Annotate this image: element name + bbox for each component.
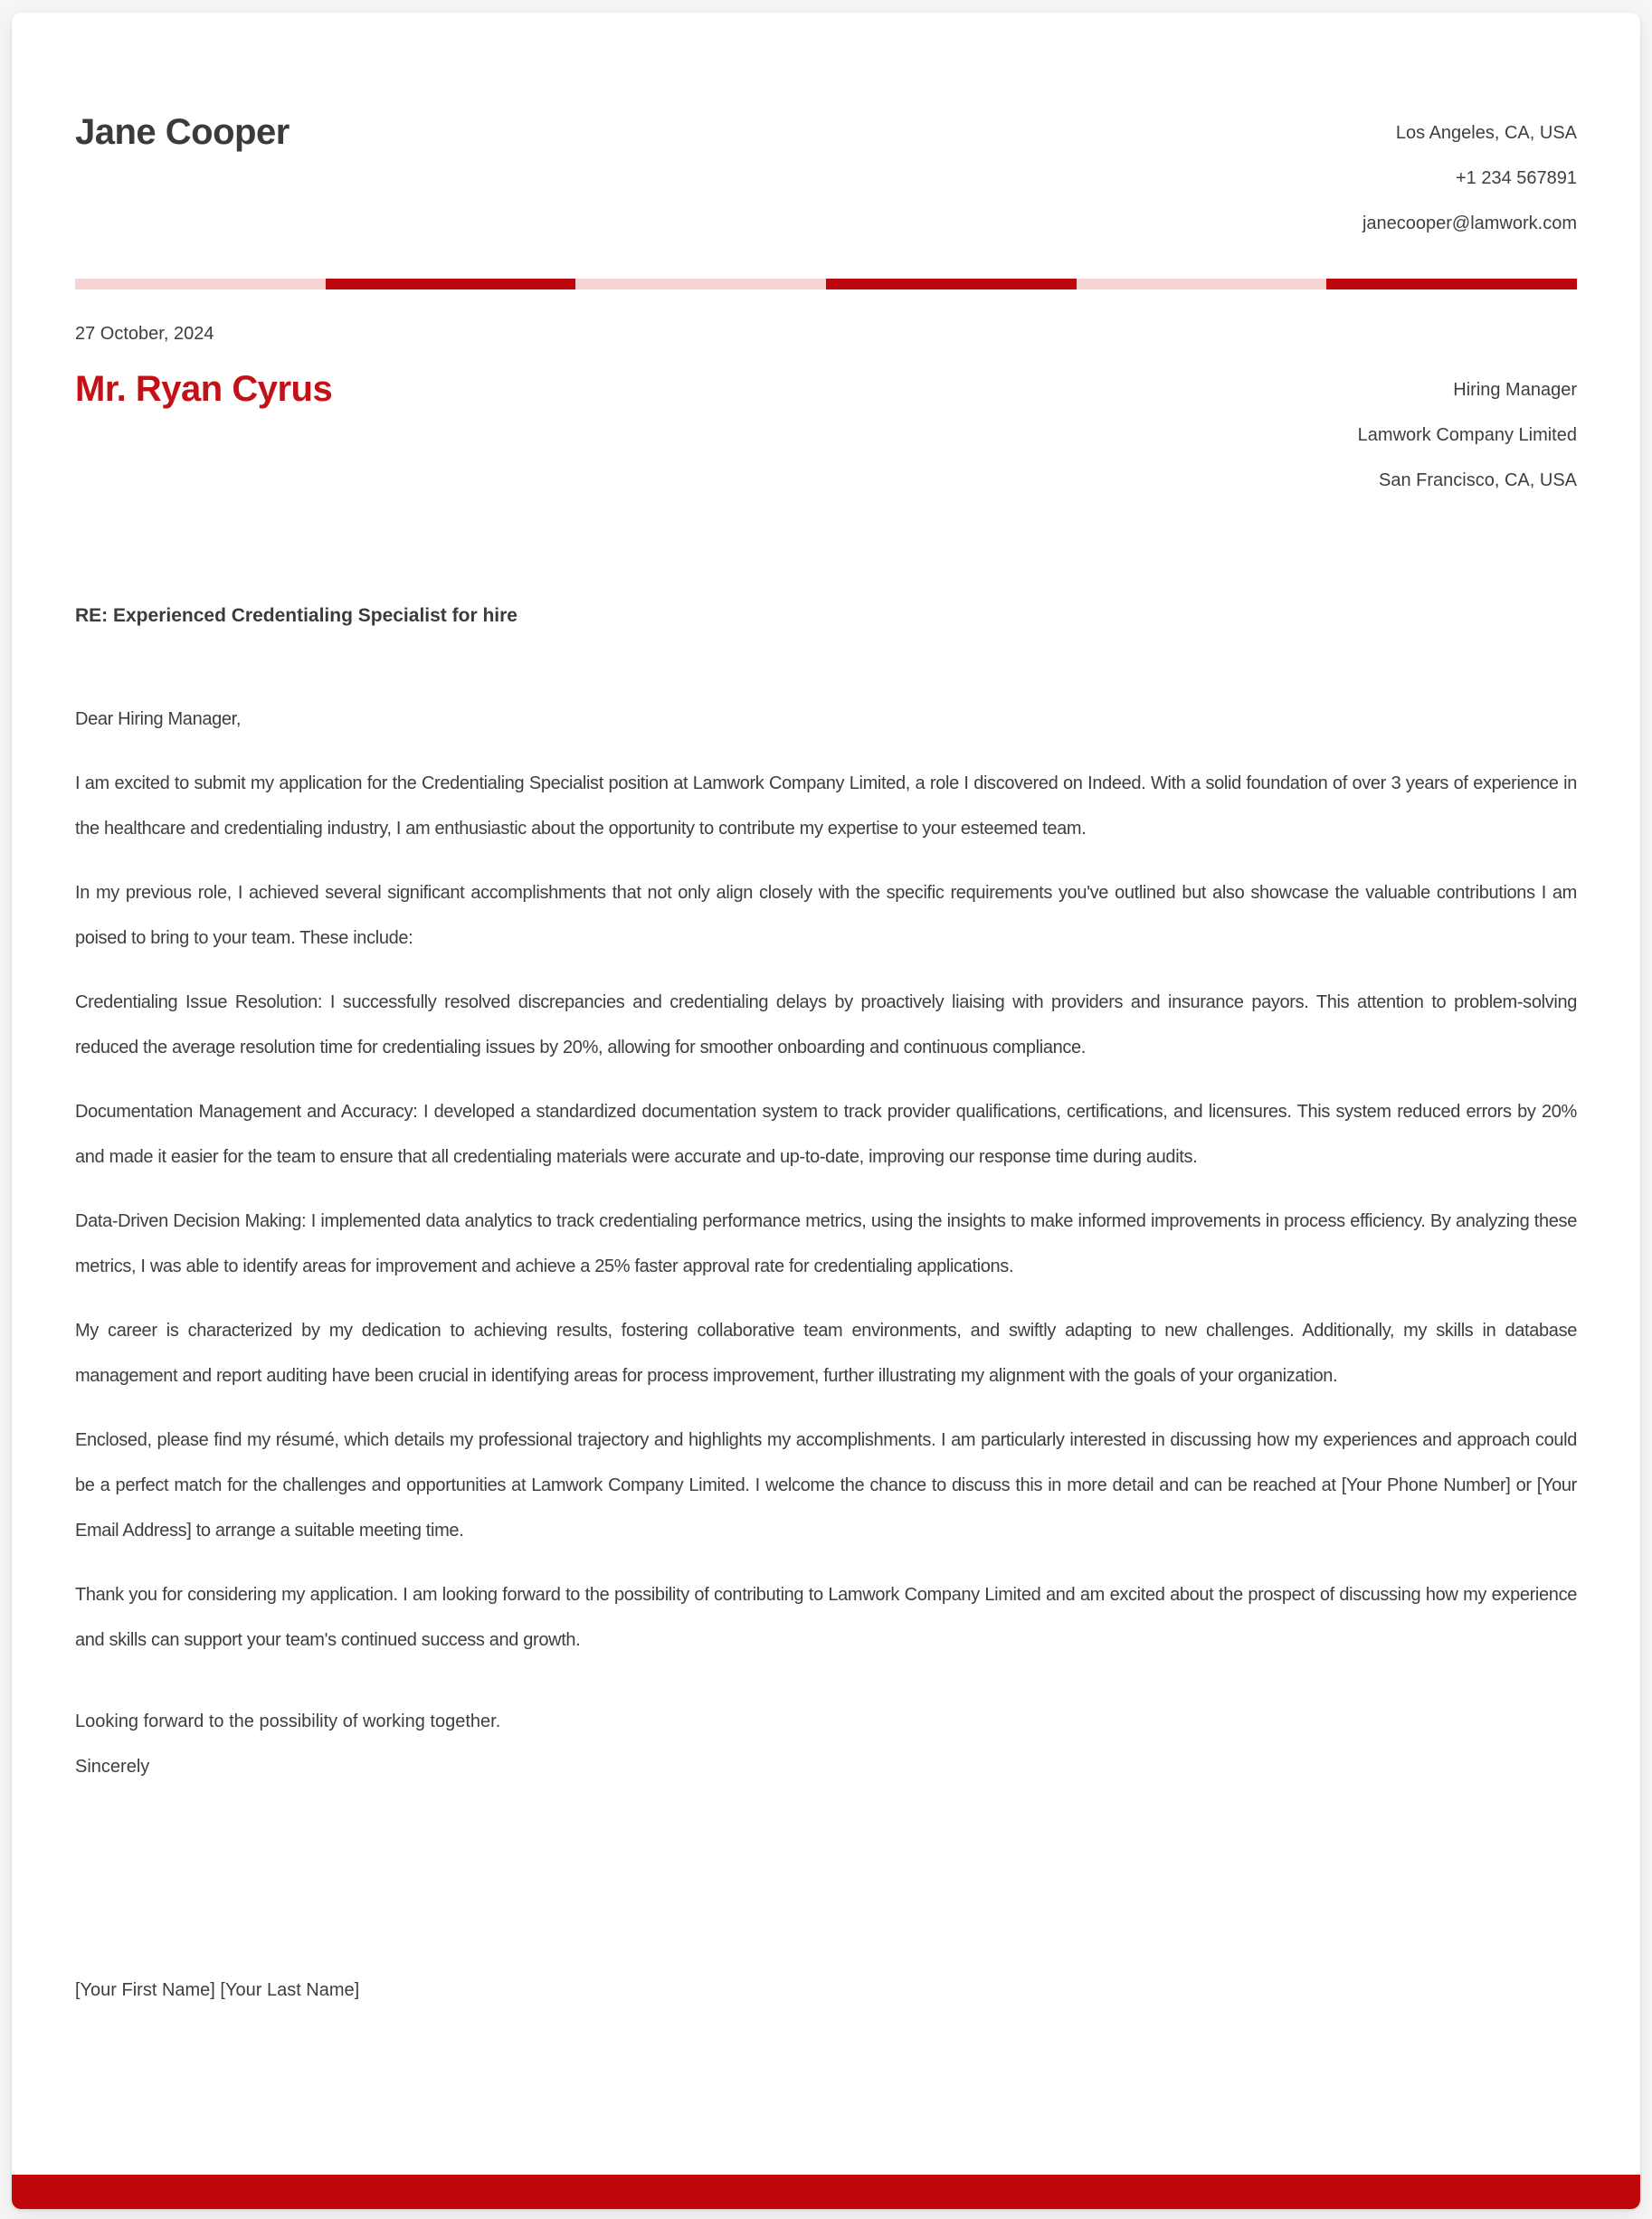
letter-header [75, 13, 1577, 246]
sender-phone: +1 234 567891 [1455, 168, 1577, 188]
footer-accent-bar [12, 2175, 1640, 2209]
body-paragraph: In my previous role, I achieved several significant accomplishments that not only align closely with the specific requirements you've outlined but also showcase the valuable contributions I am poised to bring to your team. These include: [75, 883, 1577, 948]
letter-page [12, 13, 1640, 2209]
body-paragraph: I am excited to submit my application for the Credentialing Specialist position at Lamwork Company Limited, a role I discovered on Indeed. With a solid foundation of over 3 years of experience in the healthcare and credentialing industry, I am enthusiastic about the opportunity to contribute my expertise to your esteemed team. [75, 773, 1577, 839]
divider-segment-pink [75, 279, 326, 289]
signature-placeholder: [Your First Name] [Your Last Name] [75, 1980, 360, 2000]
salutation: Dear Hiring Manager, [75, 709, 242, 729]
valediction: Sincerely [75, 1757, 150, 1777]
recipient-title: Hiring Manager [1453, 380, 1577, 400]
recipient-company: Lamwork Company Limited [1357, 425, 1577, 445]
divider-segment-pink [1077, 279, 1327, 289]
sender-email: janecooper@lamwork.com [1362, 213, 1577, 233]
body-paragraph: My career is characterized by my dedication to achieving results, fostering collaborative team environments, and swiftly adapting to new challenges. Additionally, my skills in database management and report auditing have been crucial in identifying areas for process improvement, further illustrating my alignment with the goals of your organization. [75, 1321, 1577, 1386]
letter-date: 27 October, 2024 [75, 324, 214, 344]
sender-location: Los Angeles, CA, USA [1395, 123, 1577, 143]
recipient-location: San Francisco, CA, USA [1379, 470, 1577, 490]
recipient-name: Mr. Ryan Cyrus [75, 369, 333, 409]
sender-name: Jane Cooper [75, 112, 290, 152]
divider-segment-red [326, 279, 576, 289]
body-paragraph: Documentation Management and Accuracy: I developed a standardized documentation system to track provider qualifications, certifications, and licensures. This system reduced errors by 20% and made it easier for the team to ensure that all credentialing materials were accurate and up-to-date, improving our response time during audits. [75, 1102, 1577, 1167]
sender-contact-block [1362, 110, 1577, 246]
body-paragraph: Thank you for considering my application. I am looking forward to the possibility of contributing to Lamwork Company Limited and am excited about the prospect of discussing how my experience and skills can support your team's continued success and growth. [75, 1585, 1577, 1650]
recipient-block [75, 367, 1577, 503]
body-paragraph: Enclosed, please find my résumé, which details my professional trajectory and highlights my accomplishments. I am particularly interested in discussing how my experiences and approach could be a perfect match for the challenges and opportunities at Lamwork Company Limited. I welcome the chance to discuss this in more detail and can be reached at [Your Phone Number] or [Your Email Address] to arrange a suitable meeting time. [75, 1430, 1577, 1541]
letter-body [75, 697, 1577, 1663]
body-paragraph: Data-Driven Decision Making: I implemented data analytics to track credentialing performance metrics, using the insights to make informed improvements in process efficiency. By analyzing these metrics, I was able to identify areas for improvement and achieve a 25% faster approval rate for credentialing applications. [75, 1211, 1577, 1276]
decorative-divider [75, 279, 1577, 289]
body-paragraph: Credentialing Issue Resolution: I successfully resolved discrepancies and credentialing delays by proactively liaising with providers and insurance payors. This attention to problem-solving reduced the average resolution time for credentialing issues by 20%, allowing for smoother onboarding and continuous compliance. [75, 992, 1577, 1057]
divider-segment-pink [575, 279, 826, 289]
divider-segment-red [826, 279, 1077, 289]
subject-line: RE: Experienced Credentialing Specialist for hire [75, 605, 517, 626]
closing-line: Looking forward to the possibility of working together. [75, 1712, 501, 1731]
closing-block [75, 1699, 1577, 1789]
recipient-info-block [1358, 367, 1577, 503]
divider-segment-red [1326, 279, 1577, 289]
